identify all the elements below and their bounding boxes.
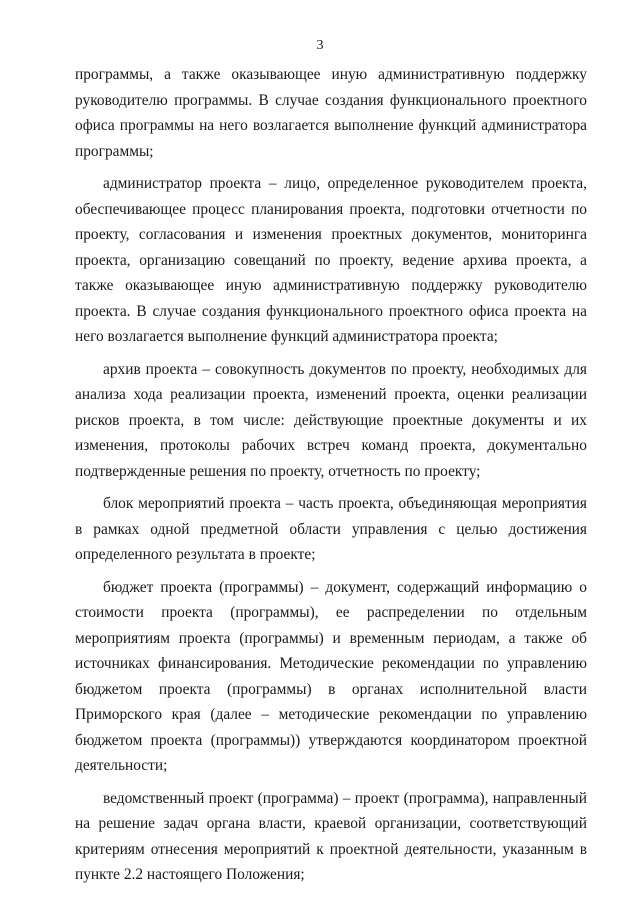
paragraph-departmental-project: ведомственный проект (программа) – проект (программа), направленный на решение задач органа власти, краевой организации, соответствующий критериям отнесения мероприятий к проектной деятельности, указанным в пункте 2.2 настоящего Положения; (75, 789, 587, 883)
document-body (75, 62, 587, 888)
paragraph-project-archive: архив проекта – совокупность документов по проекту, необходимых для анализа хода реализации проекта, изменений проекта, оценки реализации рисков проекта, в том числе: действующие проектные документы и их изменения, протоколы рабочих встреч команд проекта, документально подтвержденные решения по проекту, отчетность по проекту; (75, 360, 587, 480)
paragraph-project-activity-block: блок мероприятий проекта – часть проекта, объединяющая мероприятия в рамках одной предметной области управления с целью достижения определенного результата в проекте; (75, 495, 587, 563)
paragraph-project-budget: бюджет проекта (программы) – документ, содержащий информацию о стоимости проекта (программы), ее распределении по отдельным мероприятиям проекта (программы) и временным периодам, а также об источниках финансирования. Методические рекомендации по управлению бюджетом проекта (программы) в органах исполнительной власти Приморского края (далее – методические рекомендации по управлению бюджетом проекта (программы)) утверждаются координатором проектной деятельности; (75, 578, 587, 774)
paragraph-program-continuation: программы, а также оказывающее иную административную поддержку руководителю программы. В случае создания функционального проектного офиса программы на него возлагается выполнение функций администратора программы; (75, 66, 587, 160)
page-number: 3 (316, 38, 324, 53)
paragraph-project-administrator: администратор проекта – лицо, определенное руководителем проекта, обеспечивающее процесс планирования проекта, подготовки отчетности по проекту, согласования и изменения проектных документов, мониторинга проекта, организацию совещаний по проекту, ведение архива проекта, а также оказывающее иную административную поддержку руководителю проекта. В случае создания функционального проектного офиса проекта на него возлагается выполнение функций администратора проекта; (75, 175, 587, 345)
